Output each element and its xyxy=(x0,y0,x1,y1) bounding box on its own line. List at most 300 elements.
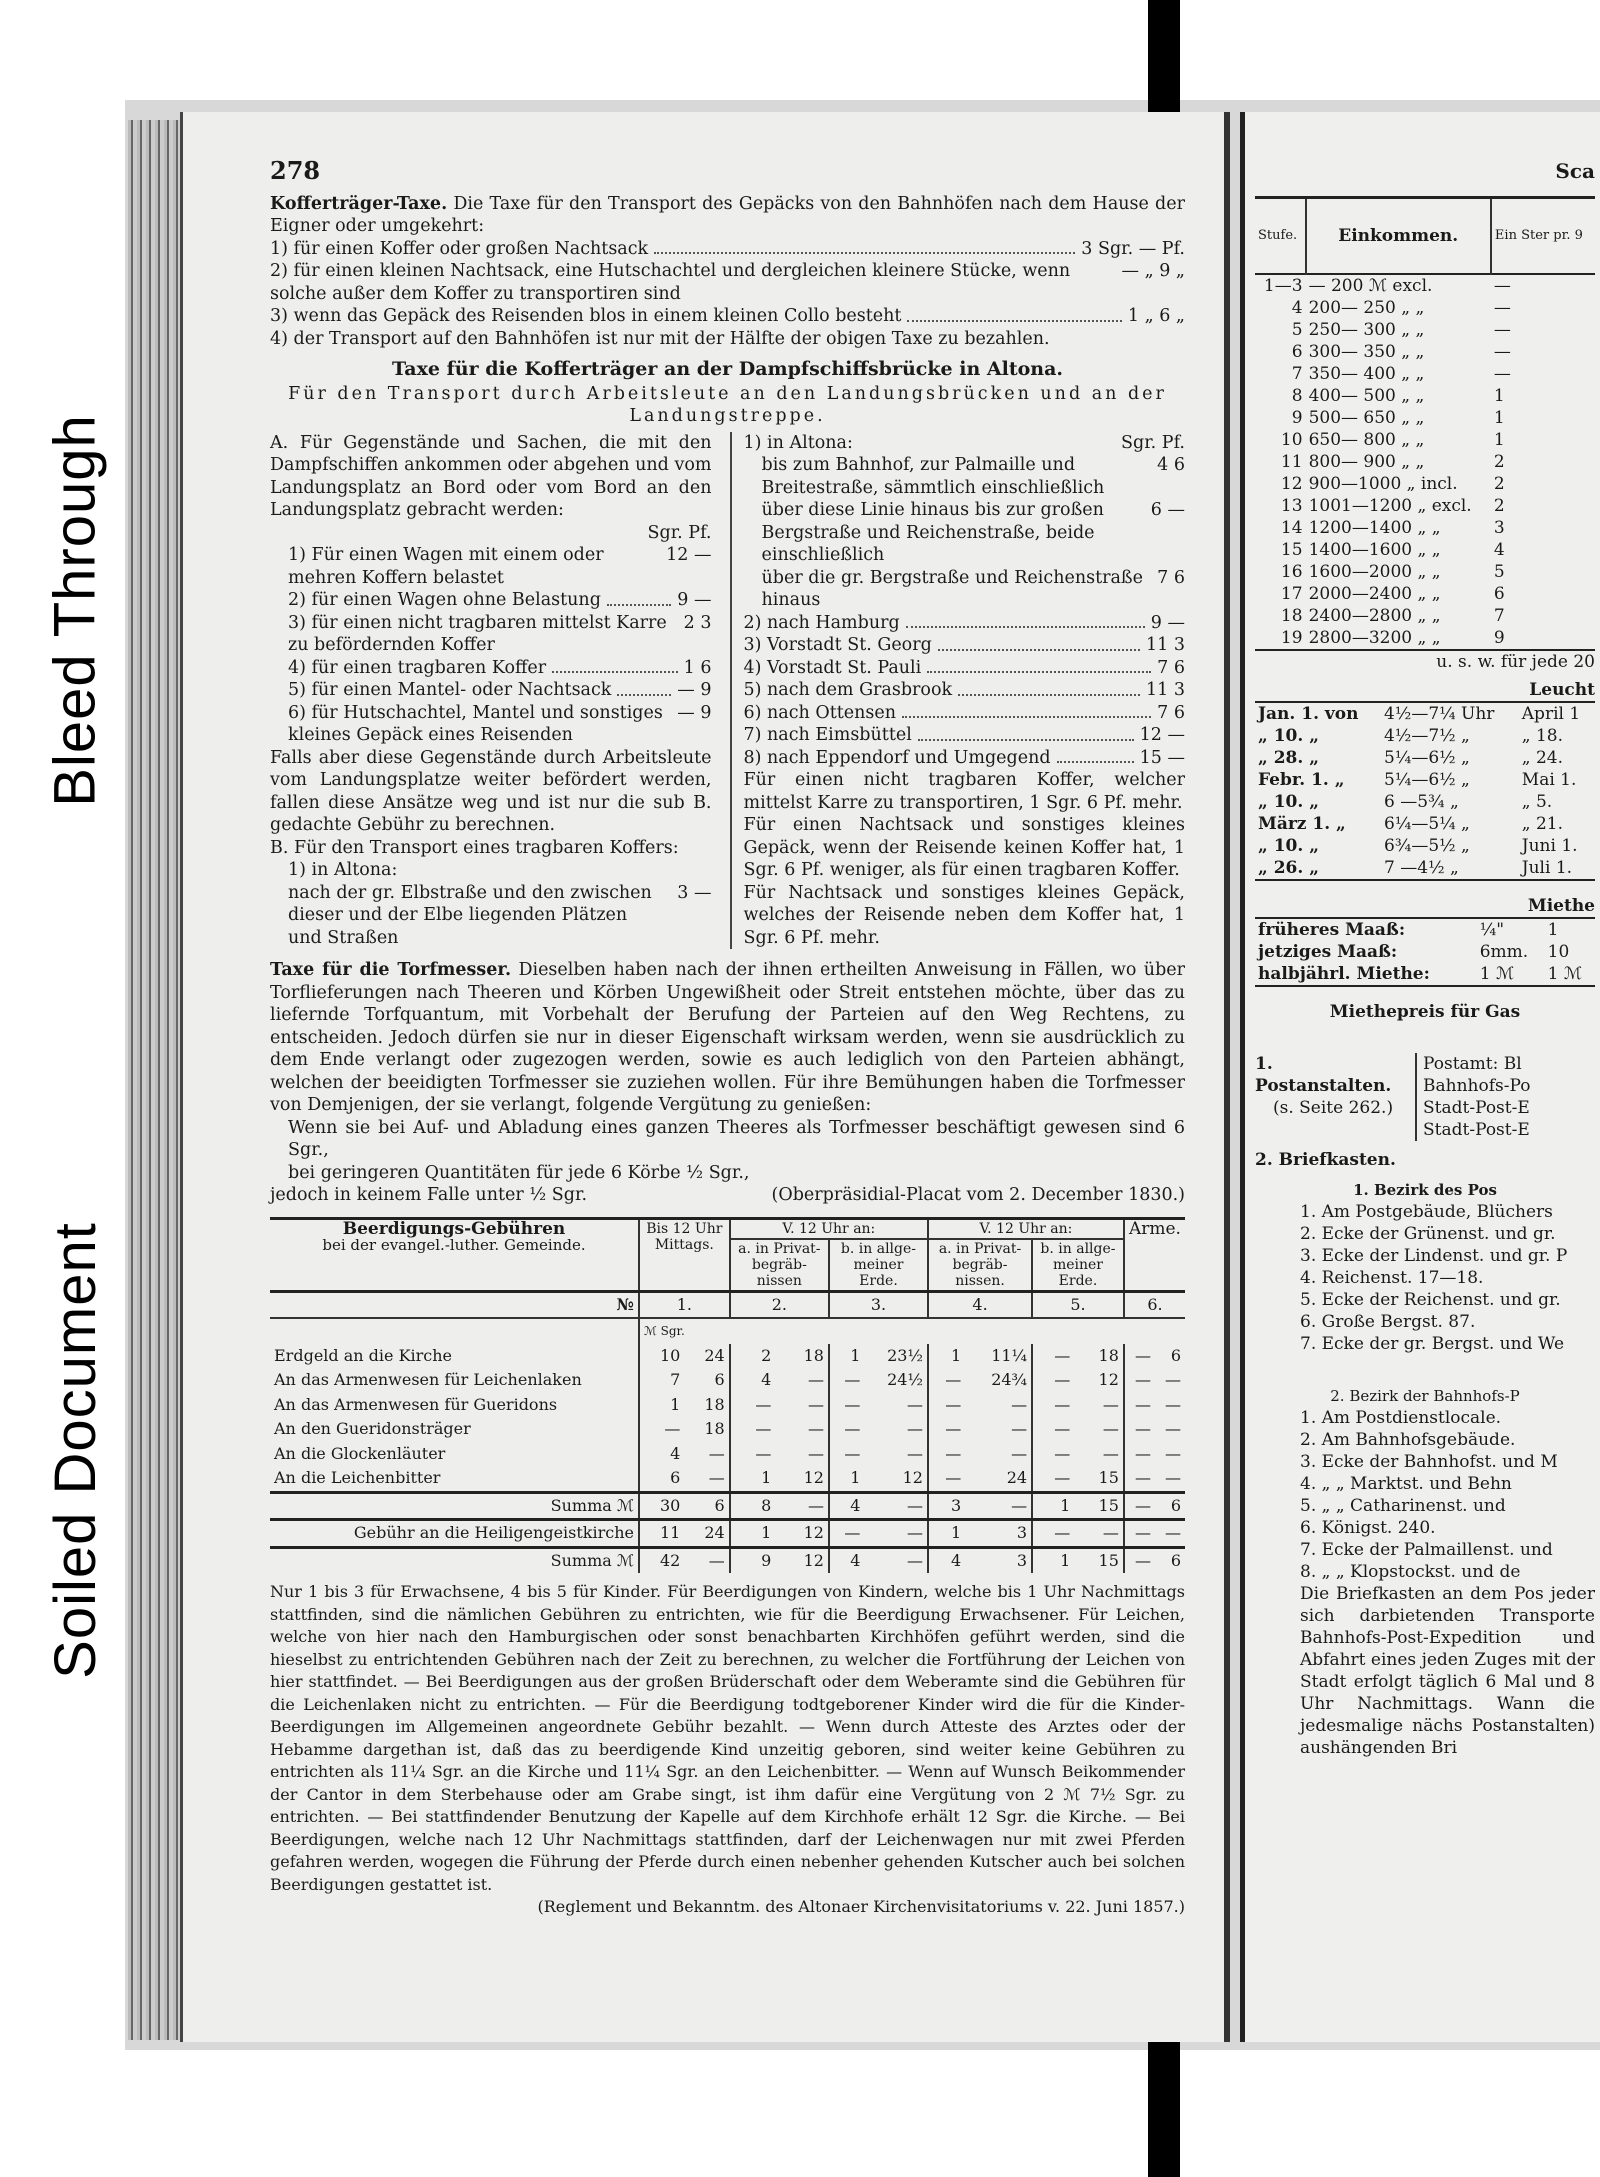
list-item: 2) nach Hamburg 9 — xyxy=(743,612,1185,633)
bezirk2-list xyxy=(1255,1407,1595,1583)
cell-value: — xyxy=(829,1442,864,1467)
cell-value: 1 xyxy=(829,1344,864,1369)
miethe-table xyxy=(1255,917,1595,987)
col-stufe: Stufe. xyxy=(1255,198,1306,274)
cell-value: 1 xyxy=(1032,1492,1074,1520)
table-row xyxy=(1255,769,1595,791)
row-label: An das Armenwesen für Gueridons xyxy=(274,1394,558,1414)
table-row xyxy=(1255,274,1595,297)
cell-value: 18 xyxy=(803,1345,824,1365)
brief-heading: 2. Briefkasten. xyxy=(1255,1149,1396,1170)
row-stufe: 1—3 xyxy=(1263,275,1303,296)
cell-value: — xyxy=(906,1443,923,1463)
cell-value: — xyxy=(906,1495,923,1515)
table-row xyxy=(1255,473,1595,495)
col-num: 5. xyxy=(1032,1291,1124,1318)
cell-value: — xyxy=(829,1393,864,1418)
list-item: 3. Ecke der Lindenst. und gr. P xyxy=(1300,1245,1568,1266)
cell-value: 1 xyxy=(730,1466,776,1492)
torf-line1: Wenn sie bei Auf- und Abladung eines ganzen Theeres als Torfmesser beschäftigt gewesen sind 6 Sgr., xyxy=(288,1117,1185,1160)
cell-value: — xyxy=(1032,1520,1074,1548)
row-time: 5¼—6½ „ xyxy=(1384,769,1470,790)
row-einkommen: 2800—3200 „ „ xyxy=(1308,627,1441,648)
row-einkommen: 1600—2000 „ „ xyxy=(1308,561,1441,582)
cell-value: 12 xyxy=(803,1468,824,1487)
table-row xyxy=(1255,297,1595,319)
cell-value: 6 xyxy=(714,1370,725,1389)
row-value: 1 ℳ xyxy=(1479,963,1515,984)
col-v12a: V. 12 Uhr an: xyxy=(730,1218,928,1239)
list-item: 6) nach Ottensen 7 6 xyxy=(743,702,1185,723)
list-item: nach der gr. Elbstraße und den zwischen dieser und der Elbe liegenden Plätzen und Straßen 3 — xyxy=(288,882,712,948)
list-item: 1) für einen Koffer oder großen Nachtsack 3 Sgr. — Pf. xyxy=(270,238,1185,259)
list-item: 7) nach Eimsbüttel 12 — xyxy=(743,725,1185,745)
cell-value: — xyxy=(1165,1370,1181,1389)
torf-line3: jedoch in keinem Falle unter ½ Sgr. (Oberpräsidial-Placat vom 2. December 1830.) xyxy=(270,1185,1185,1205)
list-item: bis zum Bahnhof, zur Palmaille und Breitestraße, sämmtlich einschließlich 4 6 xyxy=(761,455,1185,498)
row-stufe: 17 xyxy=(1280,583,1303,604)
post-block xyxy=(1255,1053,1595,1141)
cell-value: 7 xyxy=(639,1368,684,1393)
row-label: halbjährl. Miethe: xyxy=(1258,963,1430,984)
row-label: An den Gueridonsträger xyxy=(274,1419,471,1438)
table-row xyxy=(1255,605,1595,627)
cell-value: — xyxy=(807,1394,824,1414)
table-row xyxy=(1255,702,1595,725)
row-label: früheres Maaß: xyxy=(1258,919,1406,940)
cell-value: 6 xyxy=(714,1495,725,1515)
dampf-left-b: B. Für den Transport eines tragbaren Koffers: xyxy=(270,837,679,858)
col-bis12: Bis 12 Uhr Mittags. xyxy=(639,1218,730,1291)
row-einkommen: 350— 400 „ „ xyxy=(1308,363,1425,384)
cell-value: 24 xyxy=(704,1345,725,1365)
col-num: 2. xyxy=(730,1291,829,1318)
table-row xyxy=(1255,319,1595,341)
cell-value: — xyxy=(708,1468,725,1487)
koffer-intro: Kofferträger-Taxe. Die Taxe für den Transport des Gepäcks von den Bahnhöfen nach dem Hause der Eigner oder umgekehrt: xyxy=(270,193,1185,236)
cell-value: — xyxy=(1165,1419,1181,1438)
cell-value: — xyxy=(928,1417,965,1442)
cell-value: 4 xyxy=(730,1368,776,1393)
right-page-header: Sca xyxy=(1555,159,1595,183)
row-date2: Juli 1. xyxy=(1521,857,1573,878)
row-date: „ 26. „ xyxy=(1258,857,1319,878)
col-num: 1. xyxy=(639,1291,730,1318)
cell-value: — xyxy=(1124,1520,1155,1548)
torf-paragraph: Taxe für die Torfmesser. Dieselben haben nach der ihnen ertheilten Anweisung in Fällen, wo über Torflieferungen nach Theeren und Körben Ungewißheit oder Streit entstehen möchte, über das zu liefernde Torfquantum, mit Vorbehalt der Berufung der Parteien auf den Weg Rechtens, zu entscheiden. Jedoch dürfen sie nur in dieser Eigenschaft wirksam werden, wenn sie ausdrücklich zu dem Ende verlangt oder zugezogen werden, sowie es auch lediglich von den Parteien abhängt, welchen der beeidigten Torfmesser sie zuziehen wollen. Für ihre Bemühungen haben die Torfmesser von Demjenigen, der sie verlangt, folgende Vergütung zu genießen: xyxy=(270,960,1185,1115)
cell-value: — xyxy=(1124,1466,1155,1492)
row-value2: 1 xyxy=(1547,919,1559,940)
row-einkommen: 500— 650 „ „ xyxy=(1308,407,1425,428)
cell-value: — xyxy=(1032,1417,1074,1442)
row-time: 4½—7½ „ xyxy=(1384,725,1470,746)
list-item: 7. Ecke der Palmaillenst. und xyxy=(1300,1539,1553,1560)
col-b1: b. in allge-meiner Erde. xyxy=(829,1239,928,1292)
dampf-left-b1: 1) in Altona: xyxy=(288,860,398,880)
row-time: 6¼—5¼ „ xyxy=(1384,813,1470,834)
cell-value: 15 xyxy=(1098,1468,1119,1487)
row-einkommen: 300— 350 „ „ xyxy=(1308,341,1425,362)
cell-value: — xyxy=(1124,1344,1155,1369)
cell-value: — xyxy=(1124,1442,1155,1467)
cell-value: 18 xyxy=(1098,1345,1119,1365)
row-label: jetziges Maaß: xyxy=(1258,941,1398,962)
row-einkommen: 2400—2800 „ „ xyxy=(1308,605,1441,626)
cell-value: 4 xyxy=(639,1442,684,1467)
list-item: 4. Reichenst. 17—18. xyxy=(1300,1267,1484,1288)
list-item: 7. Ecke der gr. Bergst. und We xyxy=(1300,1333,1564,1354)
row-einkommen: 200— 250 „ „ xyxy=(1308,297,1425,318)
row-stufe: 5 xyxy=(1291,319,1303,340)
cell-value: — xyxy=(1011,1443,1028,1463)
row-date: März 1. „ xyxy=(1258,813,1346,834)
cell-value: — xyxy=(1011,1419,1028,1438)
col-a2: a. in Privat-begräb-nissen. xyxy=(928,1239,1032,1292)
cell-value: — xyxy=(1102,1394,1119,1414)
table-row xyxy=(1255,941,1595,963)
beerdigung-note: Nur 1 bis 3 für Erwachsene, 4 bis 5 für Kinder. Für Beerdigungen von Kindern, welche bis 1 Uhr Nachmittags stattfinden, sind die nämlichen Gebühren zu entrichten, wie für die Beerdigung Erwachsener. Für Leichen, welche von hier nach den Hamburgischen oder sonst benachbarten Kirchhöfen geführt werden, sind die hieselbst zu entrichtenden Gebühren nach der Zeit zu berechnen, zu welcher die Fortführung der Leichen von hier stattfindet. — Bei Beerdigungen aus der großen Brüderschaft oder dem Weberamte sind die Gebühren für die Leichenlaken nicht zu entrichten. — Für die Beerdigung todtgeborener Kinder wird die für die Kinder-Beerdigungen im Allgemeinen angeordnete Gebühr bezahlt. — Wenn durch Atteste des Arztes oder der Hebamme dargethan ist, daß das zu beerdigende Kind unzeitig geboren, sind weiter keine Gebühren zu entrichten als 11¼ Sgr. an die Kirche und 11¼ Sgr. an den Leichenbitter. — Wenn auf Wunsch Beikommender der Cantor in dem Sterbehause oder am Grabe singt, ist ihm dafür eine Vergütung von 2 ℳ 7½ Sgr. zu entrichten. — Bei stattfindender Benutzung der Kapelle auf dem Kirchhofe erhält 12 Sgr. die Kirche. — Bei Beerdigungen, welche nach 12 Uhr Nachmittags stattfinden, darf der Leichenwagen nur mit zwei Pferden gefahren werden, wogegen die Führung der Pferde durch einen nebenher gehenden Kutscher auch bei solchen Beerdigungen gestattet ist. xyxy=(270,1582,1185,1894)
cell-value: 3 xyxy=(928,1492,965,1520)
cell-value: — xyxy=(1011,1394,1028,1414)
cell-value: — xyxy=(829,1417,864,1442)
cell-value: 12 xyxy=(902,1468,923,1487)
cell-value: 1 xyxy=(730,1520,776,1548)
col-num: 3. xyxy=(829,1291,928,1318)
table-row xyxy=(1255,561,1595,583)
table-row xyxy=(1255,407,1595,429)
row-ein: 3 xyxy=(1493,517,1505,538)
cell-value: — xyxy=(1032,1466,1074,1492)
cell-value: 1 xyxy=(829,1466,864,1492)
row-value2: 1 ℳ xyxy=(1547,963,1583,984)
list-item: 2. Ecke der Grünenst. und gr. xyxy=(1300,1223,1556,1244)
cell-value: — xyxy=(807,1419,824,1438)
row-stufe: 4 xyxy=(1291,297,1303,318)
row-value: 6mm. xyxy=(1479,941,1529,962)
row-ein: — xyxy=(1493,319,1511,340)
cell-value: 18 xyxy=(704,1394,725,1414)
cell-value: 11 xyxy=(639,1520,684,1548)
row-label: Gebühr an die Heiligengeistkirche xyxy=(353,1523,634,1542)
cell-value: 12 xyxy=(803,1550,824,1570)
table-row xyxy=(1255,791,1595,813)
row-time: 5¼—6½ „ xyxy=(1384,747,1470,768)
list-item: 6) für Hutschachtel, Mantel und sonstiges kleines Gepäck eines Reisenden — 9 xyxy=(288,702,712,745)
row-ein: 5 xyxy=(1493,561,1505,582)
table-row xyxy=(270,1442,1185,1467)
cell-value: 6 xyxy=(1170,1495,1181,1515)
row-label: Erdgeld an die Kirche xyxy=(274,1345,453,1365)
row-stufe: 13 xyxy=(1280,495,1303,516)
cell-value: — xyxy=(906,1523,923,1542)
row-einkommen: 400— 500 „ „ xyxy=(1308,385,1425,406)
dampf-right-note3: Für Nachtsack und sonstiges kleines Gepäck, welches der Reisende neben dem Koffer hat, 1 Sgr. 6 Pf. mehr. xyxy=(743,882,1185,948)
row-label: An die Leichenbitter xyxy=(274,1468,441,1487)
post-heading: 1. Postanstalten. xyxy=(1255,1053,1392,1096)
after-table: u. s. w. für jede 20 xyxy=(1436,651,1595,672)
table-row xyxy=(270,1466,1185,1492)
cell-value: — xyxy=(906,1394,923,1414)
cell-value: 6 xyxy=(1170,1550,1181,1570)
row-date2: Juni 1. xyxy=(1521,835,1578,856)
table-row xyxy=(1255,813,1595,835)
table-row xyxy=(270,1393,1185,1418)
post-ref: (s. Seite 262.) xyxy=(1273,1097,1394,1118)
row-date: „ 10. „ xyxy=(1258,835,1319,856)
cell-value: — xyxy=(928,1393,965,1418)
cell-value: — xyxy=(829,1368,864,1393)
beerdigung-table xyxy=(270,1217,1185,1574)
cell-value: — xyxy=(639,1417,684,1442)
row-label: An das Armenwesen für Leichenlaken xyxy=(274,1370,582,1389)
cell-value: 6 xyxy=(639,1466,684,1492)
no-label: № xyxy=(616,1294,634,1314)
soiled-document-label: Soiled Document xyxy=(42,1221,108,1679)
list-item: 8. „ „ Klopstockst. und de xyxy=(1300,1561,1521,1582)
row-einkommen: 1400—1600 „ „ xyxy=(1308,539,1441,560)
cell-value: 3 xyxy=(1016,1523,1028,1542)
cell-value: — xyxy=(1165,1523,1181,1542)
row-label: Summa ℳ xyxy=(550,1495,634,1515)
row-date2: „ 21. xyxy=(1521,813,1564,834)
table-row xyxy=(1255,517,1595,539)
cell-value: — xyxy=(1102,1443,1119,1463)
row-stufe: 11 xyxy=(1280,451,1303,472)
cell-value: — xyxy=(1124,1492,1155,1520)
cell-value: 1 xyxy=(639,1393,684,1418)
row-ein: 6 xyxy=(1493,583,1505,604)
row-ein: — xyxy=(1493,275,1511,296)
row-ein: 9 xyxy=(1493,627,1505,648)
row-einkommen: 2000—2400 „ „ xyxy=(1308,583,1441,604)
dampf-right-note2: Für einen Nachtsack und sonstiges kleines Gepäck, wenn der Reisende keinen Koffer hat, 1 Sgr. 6 Pf. weniger, als für einen tragbaren Koffer. xyxy=(743,815,1185,880)
cell-value: 4 xyxy=(928,1547,965,1573)
unit-label: Sgr. Pf. xyxy=(647,522,712,543)
col-v12b: V. 12 Uhr an: xyxy=(928,1218,1124,1239)
row-ein: 2 xyxy=(1493,495,1505,516)
dampf-heading: Taxe für die Kofferträger an der Dampfschiffsbrücke in Altona. xyxy=(391,358,1064,380)
list-item: 1. Am Postdienstlocale. xyxy=(1300,1407,1502,1428)
cell-value: — xyxy=(906,1419,923,1438)
list-item: 2) für einen Wagen ohne Belastung 9 — xyxy=(288,590,712,610)
row-einkommen: 1001—1200 „ excl. xyxy=(1308,495,1472,516)
row-ein: 7 xyxy=(1493,605,1505,626)
cell-value: — xyxy=(1102,1419,1119,1438)
cell-value: — xyxy=(928,1368,965,1393)
dampf-subheading: Für den Transport durch Arbeitsleute an den Landungsbrücken und an der Landungstreppe. xyxy=(288,383,1167,426)
cell-value: 9 xyxy=(730,1547,776,1573)
cell-value: — xyxy=(1124,1547,1155,1573)
table-row xyxy=(1255,918,1595,941)
cell-value: — xyxy=(708,1443,725,1463)
row-ein: 1 xyxy=(1493,385,1505,406)
list-item: über die gr. Bergstraße und Reichenstraße hinaus 7 6 xyxy=(761,567,1185,610)
list-item: 5. Ecke der Reichenst. und gr. xyxy=(1300,1289,1561,1310)
list-item: 1) Für einen Wagen mit einem oder mehren Koffern belastet 12 — xyxy=(288,545,712,588)
cell-value: — xyxy=(1032,1393,1074,1418)
row-stufe: 19 xyxy=(1280,627,1303,648)
miethepreis: Miethepreis für Gas xyxy=(1329,1001,1521,1022)
list-item: Bahnhofs-Po xyxy=(1423,1075,1531,1096)
einkommen-table xyxy=(1255,196,1595,651)
cell-value: 15 xyxy=(1098,1495,1119,1515)
row-stufe: 18 xyxy=(1280,605,1303,626)
miethe-heading: Miethe xyxy=(1527,895,1595,916)
list-item: 3) wenn das Gepäck des Reisenden blos in einem kleinen Collo besteht 1 „ 6 „ xyxy=(270,306,1185,326)
cell-value: 15 xyxy=(1098,1550,1119,1570)
row-stufe: 14 xyxy=(1280,517,1303,538)
table-row xyxy=(270,1492,1185,1520)
page-edges xyxy=(128,120,183,2040)
row-stufe: 16 xyxy=(1280,561,1303,582)
dampf-right-note1: Für einen nicht tragbaren Koffer, welcher mittelst Karre zu transportiren, 1 Sgr. 6 Pf. mehr. xyxy=(743,770,1185,813)
row-time: 7 —4½ „ xyxy=(1384,857,1459,878)
row-einkommen: 250— 300 „ „ xyxy=(1308,319,1425,340)
bezirk1-heading: 1. Bezirk des Pos xyxy=(1353,1180,1497,1199)
cell-value: 23½ xyxy=(887,1345,923,1365)
cell-value: 24½ xyxy=(887,1370,923,1389)
cell-value: 6 xyxy=(1170,1345,1181,1365)
table-row xyxy=(1255,341,1595,363)
dampf-left-note: Falls aber diese Gegenstände durch Arbeitsleute vom Landungsplatze weiter befördert werden, fallen diese Ansätze weg und ist nur die sub B. gedachte Gebühr zu berechnen. xyxy=(270,747,712,835)
col-a1: a. in Privat-begräb-nissen xyxy=(730,1239,829,1292)
cell-value: 11¼ xyxy=(991,1345,1028,1365)
cell-value: 1 xyxy=(928,1520,965,1548)
row-ein: — xyxy=(1493,297,1511,318)
table-title-cell: Beerdigungs-Gebühren bei der evangel.-luther. Gemeinde. xyxy=(322,1218,586,1254)
list-item: 2) für einen kleinen Nachtsack, eine Hutschachtel und dergleichen kleinere Stücke, wenn solche außer dem Koffer zu transportiren sind — „ 9 „ xyxy=(270,261,1185,304)
cell-value: — xyxy=(1032,1368,1074,1393)
bottom-text: Die Briefkasten an dem Pos jeder sich darbietenden Transporte Bahnhofs-Post-Expedition und Abfahrt eines jeden Zuges mit der Stadt erfolgt täglich 6 Mal und 8 Uhr Nachmittags. Wann die jedesmalige nächs Postanstalten) aushängenden Bri xyxy=(1300,1583,1595,1758)
cell-value: 18 xyxy=(704,1419,725,1438)
row-ein: 2 xyxy=(1493,473,1505,494)
row-stufe: 8 xyxy=(1291,385,1303,406)
dampf-right-intro: 1) in Altona: Sgr. Pf. xyxy=(743,432,1185,453)
row-stufe: 15 xyxy=(1280,539,1303,560)
bezirk1-list xyxy=(1255,1201,1595,1355)
table-row xyxy=(1255,495,1595,517)
list-item: 8) nach Eppendorf und Umgegend 15 — xyxy=(743,747,1185,768)
list-item: 5) für einen Mantel- oder Nachtsack — 9 xyxy=(288,680,712,700)
cell-value: 2 xyxy=(730,1344,776,1369)
cell-value: 24 xyxy=(1006,1468,1028,1487)
cell-value: 10 xyxy=(639,1344,684,1369)
row-time: 6¾—5½ „ xyxy=(1384,835,1470,856)
col-b2: b. in allge-meiner Erde. xyxy=(1032,1239,1124,1292)
cell-value: — xyxy=(1165,1394,1181,1414)
table-row xyxy=(1255,627,1595,650)
row-date: Febr. 1. „ xyxy=(1258,769,1345,790)
cell-value: — xyxy=(1165,1443,1181,1463)
table-row xyxy=(1255,451,1595,473)
cell-value: 24 xyxy=(704,1523,725,1542)
leucht-table xyxy=(1255,701,1595,881)
list-item: über diese Linie hinaus bis zur großen Bergstraße und Reichenstraße, beide einschließlich 6 — xyxy=(761,500,1185,565)
row-ein: 2 xyxy=(1493,451,1505,472)
cell-value: — xyxy=(1124,1368,1155,1393)
table-row xyxy=(1255,363,1595,385)
col-num: 6. xyxy=(1124,1291,1185,1318)
list-item: 3) für einen nicht tragbaren mittelst Karre zu befördernden Koffer 2 3 xyxy=(288,612,712,655)
cell-value: — xyxy=(1124,1417,1155,1442)
table-row xyxy=(270,1344,1185,1369)
row-einkommen: — 200 ℳ excl. xyxy=(1308,275,1433,296)
list-item: 1. Am Postgebäude, Blüchers xyxy=(1300,1201,1553,1222)
cell-value: — xyxy=(730,1393,776,1418)
row-date2: „ 24. xyxy=(1521,747,1564,768)
table-row xyxy=(1255,725,1595,747)
row-value: ¼" xyxy=(1479,919,1505,940)
table-row xyxy=(1255,857,1595,880)
row-stufe: 9 xyxy=(1291,407,1303,428)
cell-value: 12 xyxy=(1098,1370,1119,1389)
table-row xyxy=(270,1417,1185,1442)
row-stufe: 7 xyxy=(1291,363,1303,384)
row-date: „ 10. „ xyxy=(1258,791,1319,812)
table-row xyxy=(1255,747,1595,769)
cell-value: 8 xyxy=(730,1492,776,1520)
cell-value: 4 xyxy=(829,1492,864,1520)
list-item: 4) Vorstadt St. Pauli 7 6 xyxy=(743,657,1185,678)
list-item: 5. „ „ Catharinenst. und xyxy=(1300,1495,1506,1516)
row-date2: Mai 1. xyxy=(1521,769,1577,790)
cell-value: — xyxy=(730,1417,776,1442)
cell-value: 4 xyxy=(829,1547,864,1573)
row-date: Jan. 1. von xyxy=(1258,703,1359,724)
row-einkommen: 800— 900 „ „ xyxy=(1308,451,1425,472)
table-row xyxy=(270,1547,1185,1573)
binding-bar-bottom xyxy=(1148,2040,1180,2177)
cell-value: — xyxy=(829,1520,864,1548)
table-row xyxy=(1255,429,1595,451)
list-item: Stadt-Post-E xyxy=(1423,1097,1530,1118)
cell-value: — xyxy=(1032,1442,1074,1467)
list-item: 6. Königst. 240. xyxy=(1300,1517,1436,1538)
col-arme: Arme. xyxy=(1124,1218,1185,1291)
koffer-list xyxy=(270,238,1185,351)
table-row xyxy=(1255,385,1595,407)
cell-value: 3 xyxy=(1016,1550,1028,1570)
col-einkommen: Einkommen. xyxy=(1306,198,1491,274)
row-einkommen: 1200—1400 „ „ xyxy=(1308,517,1441,538)
cell-value: — xyxy=(1165,1468,1181,1487)
right-page-content xyxy=(1255,160,1595,1759)
list-item: 4) der Transport auf den Bahnhöfen ist nur mit der Hälfte der obigen Taxe zu bezahlen. xyxy=(270,328,1050,349)
col-num: 4. xyxy=(928,1291,1032,1318)
list-item: 3) Vorstadt St. Georg 11 3 xyxy=(743,635,1185,655)
row-date: „ 10. „ xyxy=(1258,725,1319,746)
cell-value: 1 xyxy=(928,1344,965,1369)
cell-value: 42 xyxy=(639,1547,684,1573)
cell-value: — xyxy=(906,1550,923,1570)
bleed-through-label: Bleed Through xyxy=(42,413,108,807)
row-ein: 1 xyxy=(1493,429,1505,450)
cell-value: — xyxy=(807,1495,824,1515)
row-date2: „ 18. xyxy=(1521,725,1564,746)
list-item: 2. Am Bahnhofsgebäude. xyxy=(1300,1429,1516,1450)
row-ein: 1 xyxy=(1493,407,1505,428)
row-time: 6 —5¾ „ xyxy=(1384,791,1459,812)
beerdigung-source: (Reglement und Bekanntm. des Altonaer Kirchenvisitatoriums v. 22. Juni 1857.) xyxy=(537,1897,1185,1916)
row-date2: April 1 xyxy=(1521,703,1581,724)
dampf-right-column xyxy=(730,432,1186,950)
cell-value: — xyxy=(1011,1495,1028,1515)
row-stufe: 10 xyxy=(1280,429,1303,450)
page-number: 278 xyxy=(270,156,321,185)
col-ein: Ein Ster pr. 9 xyxy=(1494,227,1583,243)
row-stufe: 6 xyxy=(1291,341,1303,362)
row-stufe: 12 xyxy=(1280,473,1303,494)
